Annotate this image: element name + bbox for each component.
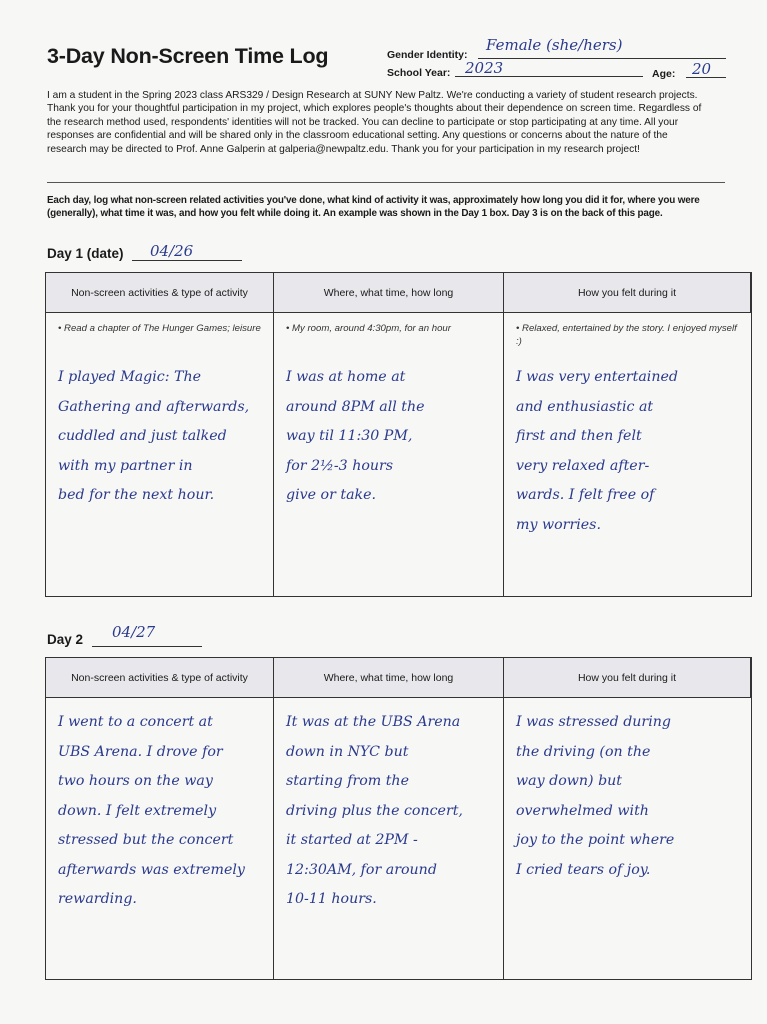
gender-value[interactable]: Female (she/hers) [486,36,623,54]
day2-col-felt-header: How you felt during it [504,658,751,698]
day2-col-activity-header: Non-screen activities & type of activity [46,658,274,698]
day2-activity-cell[interactable] [46,698,274,979]
day1-where-cell[interactable] [274,313,504,596]
day1-example-felt: • Relaxed, entertained by the story. I enjoyed myself :) [516,323,737,347]
age-value[interactable]: 20 [692,60,712,78]
section-divider [47,182,725,183]
day2-where-entry: It was at the UBS Arena down in NYC but starting from the driving plus the concert, it started at 2PM - 12:30AM, for around 10-11 hours. [286,714,463,907]
school-year-value[interactable]: 2023 [465,59,504,77]
day2-table [45,657,752,980]
day1-where-entry: I was at home at around 8PM all the way til 11:30 PM, for 2½-3 hours give or take. [286,369,425,503]
day1-example-activity: • Read a chapter of The Hunger Games; leisure [58,323,261,334]
day1-activity-cell[interactable] [46,313,274,596]
day1-example-where: • My room, around 4:30pm, for an hour [286,323,451,334]
day2-felt-entry: I was stressed during the driving (on the way down) but overwhelmed with joy to the point where I cried tears of joy. [516,714,675,878]
day1-col-felt-header: How you felt during it [504,273,751,313]
day1-col-where-header: Where, what time, how long [274,273,504,313]
day2-felt-cell[interactable] [504,698,751,979]
day1-table [45,272,752,597]
day2-where-cell[interactable] [274,698,504,979]
gender-label: Gender Identity: [387,49,468,61]
school-year-label: School Year: [387,67,451,79]
day2-activity-entry: I went to a concert at UBS Arena. I drove for two hours on the way down. I felt extremely stressed but the concert afterwards was extremely rewarding. [58,714,245,907]
instructions-paragraph: Each day, log what non-screen related activities you've done, what kind of activity it was, approximately how long you did it for, where you were (generally), what time it was, and how you felt while doing it. An example was shown in the Day 1 box. Day 3 is on the back of this page. [47,195,700,219]
day1-felt-entry: I was very entertained and enthusiastic at first and then felt very relaxed after- wards. I felt free of my worries. [516,369,678,533]
age-label: Age: [652,68,676,80]
day1-date[interactable]: 04/26 [150,242,194,260]
day2-date[interactable]: 04/27 [112,623,156,641]
day1-activity-entry: I played Magic: The Gathering and afterwards, cuddled and just talked with my partner in bed for the next hour. [58,369,250,503]
day1-col-activity-header: Non-screen activities & type of activity [46,273,274,313]
page-title: 3-Day Non-Screen Time Log [47,44,329,68]
day2-col-where-header: Where, what time, how long [274,658,504,698]
intro-paragraph: I am a student in the Spring 2023 class ARS329 / Design Research at SUNY New Paltz. We're conducting a variety of student research projects. Thank you for your thoughtful participation in my project, which explores people's thoughts about their dependence on screen time. Regardless of the research method used, respondents' identities will not be tracked. You can decline to participate or stop participating at any time. All your responses are confidential and will be shared only in the classroom educational setting. Any questions or concerns about the nature of the research may be directed to Prof. Anne Galperin at galperia@newpaltz.edu. Thank you for your participation in my research project! [47,90,702,155]
day2-label: Day 2 [47,632,84,647]
day1-label: Day 1 (date) [47,246,124,261]
day1-felt-cell[interactable] [504,313,751,596]
